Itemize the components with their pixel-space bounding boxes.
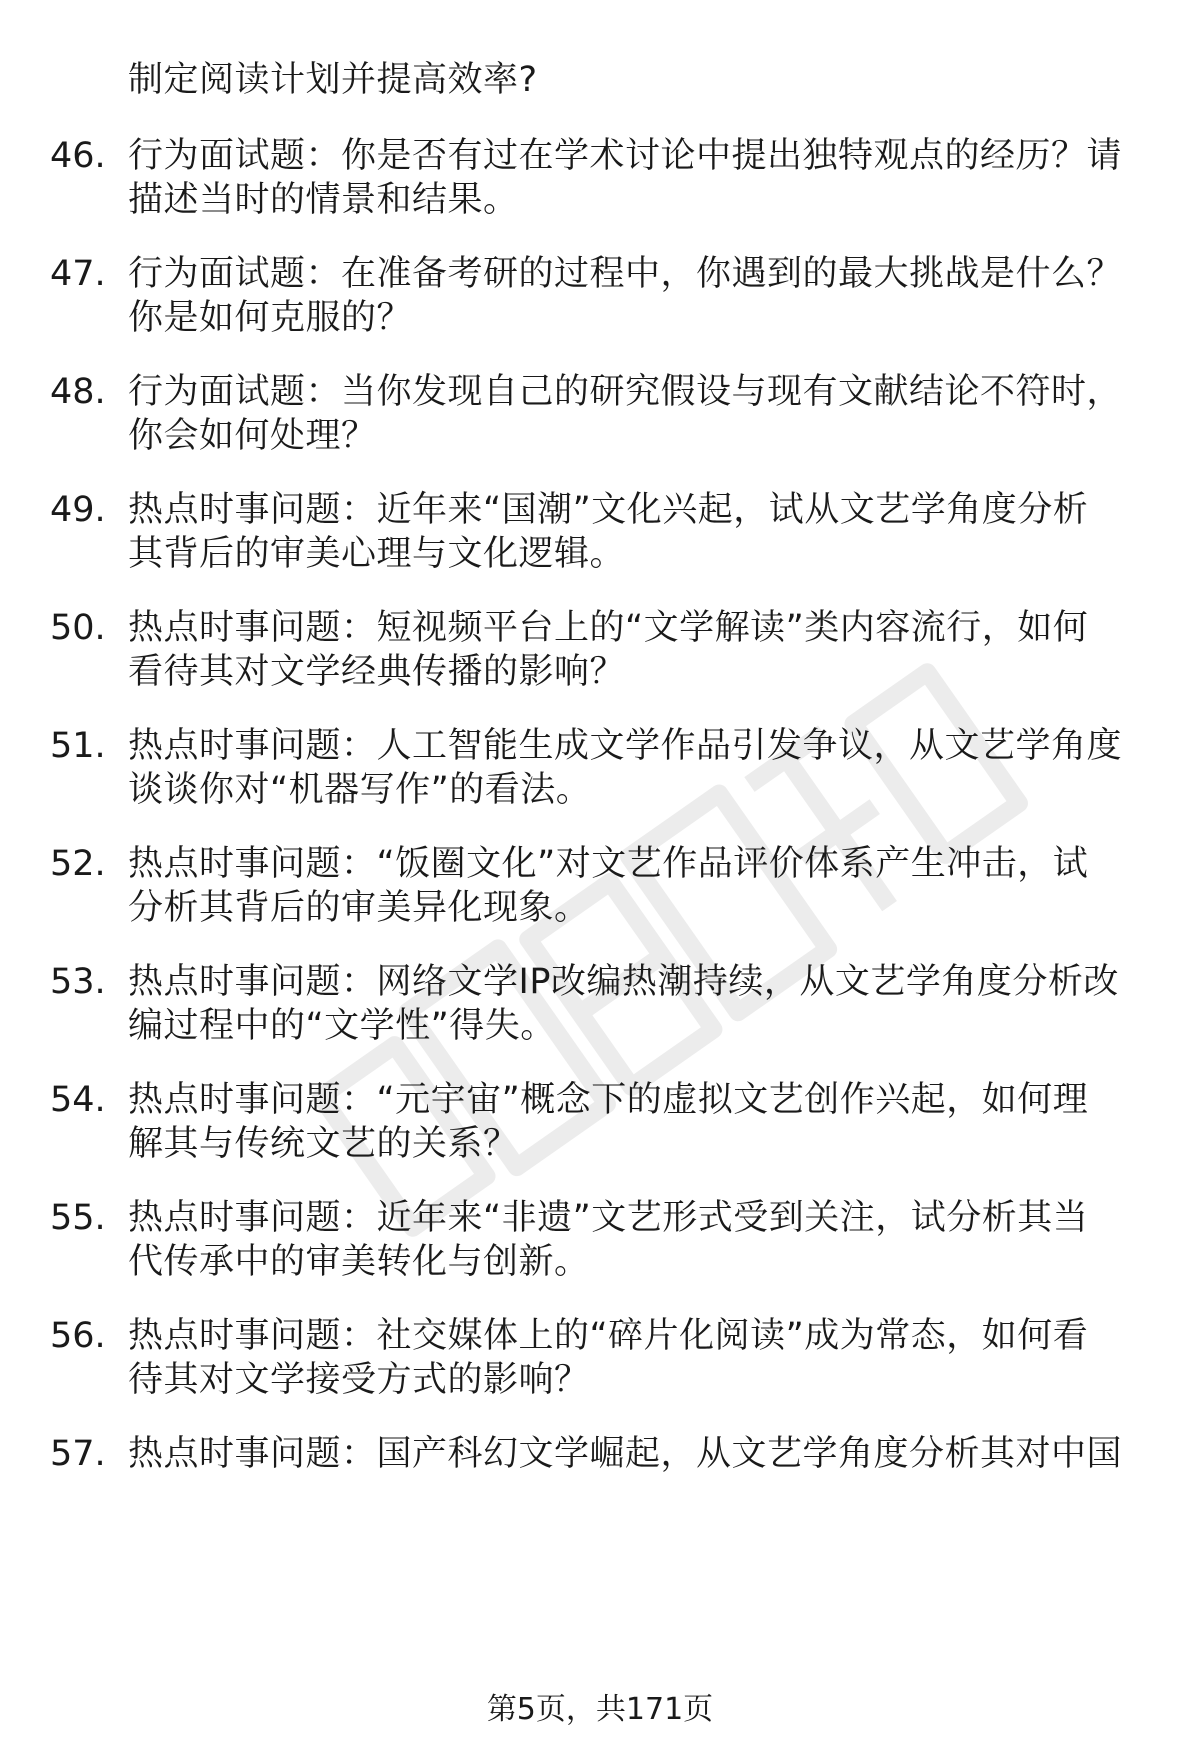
item-text-line: 热点时事问题：近年来“国潮”文化兴起，试从文艺学角度分析 [128,490,1089,530]
item-text-line: 看待其对文学经典传播的影响？ [128,652,626,692]
page-footer: 第5页，共171页 [486,1692,714,1727]
item-text-line: 你会如何处理？ [128,416,377,456]
item-number: 52. [50,844,106,884]
item-number: 48. [50,372,106,412]
item-text-line: 描述当时的情景和结果。 [128,180,519,220]
item-number: 54. [50,1080,106,1120]
item-text-line: 代传承中的审美转化与创新。 [128,1242,590,1282]
item-text-line: 待其对文学接受方式的影响？ [128,1360,590,1400]
item-text-line: 行为面试题：在准备考研的过程中，你遇到的最大挑战是什么？ [128,254,1123,294]
item-text-line: 热点时事问题：人工智能生成文学作品引发争议，从文艺学角度 [128,726,1123,766]
item-number: 56. [50,1316,106,1356]
item-number: 51. [50,726,106,766]
item-text-line: 谈谈你对“机器写作”的看法。 [128,770,592,810]
item-text-line: 你是如何克服的？ [128,298,413,338]
item-number: 55. [50,1198,106,1238]
item-text-line: 热点时事问题：社交媒体上的“碎片化阅读”成为常态，如何看 [128,1316,1089,1356]
item-text-line: 解其与传统文艺的关系？ [128,1124,519,1164]
item-text-line: 行为面试题：你是否有过在学术讨论中提出独特观点的经历？请 [128,136,1123,176]
item-text-line: 热点时事问题：国产科幻文学崛起，从文艺学角度分析其对中国 [128,1434,1123,1474]
continuation-line: 制定阅读计划并提高效率? [128,60,538,100]
item-number: 57. [50,1434,106,1474]
item-text-line: 热点时事问题：近年来“非遗”文艺形式受到关注，试分析其当 [128,1198,1089,1238]
item-text-line: 热点时事问题：“元宇宙”概念下的虚拟文艺创作兴起，如何理 [128,1080,1089,1120]
item-text-line: 其背后的审美心理与文化逻辑。 [128,534,626,574]
item-number: 49. [50,490,106,530]
item-text-line: 行为面试题：当你发现自己的研究假设与现有文献结论不符时， [128,372,1123,412]
item-number: 46. [50,136,106,176]
item-number: 50. [50,608,106,648]
item-number: 47. [50,254,106,294]
item-text-line: 热点时事问题：短视频平台上的“文学解读”类内容流行，如何 [128,608,1089,648]
item-text-line: 分析其背后的审美异化现象。 [128,888,590,928]
item-number: 53. [50,962,106,1002]
item-text-line: 热点时事问题：“饭圈文化”对文艺作品评价体系产生冲击，试 [128,844,1089,884]
item-text-line: 编过程中的“文学性”得失。 [128,1006,556,1046]
item-text-line: 热点时事问题：网络文学IP改编热潮持续，从文艺学角度分析改 [128,962,1119,1002]
